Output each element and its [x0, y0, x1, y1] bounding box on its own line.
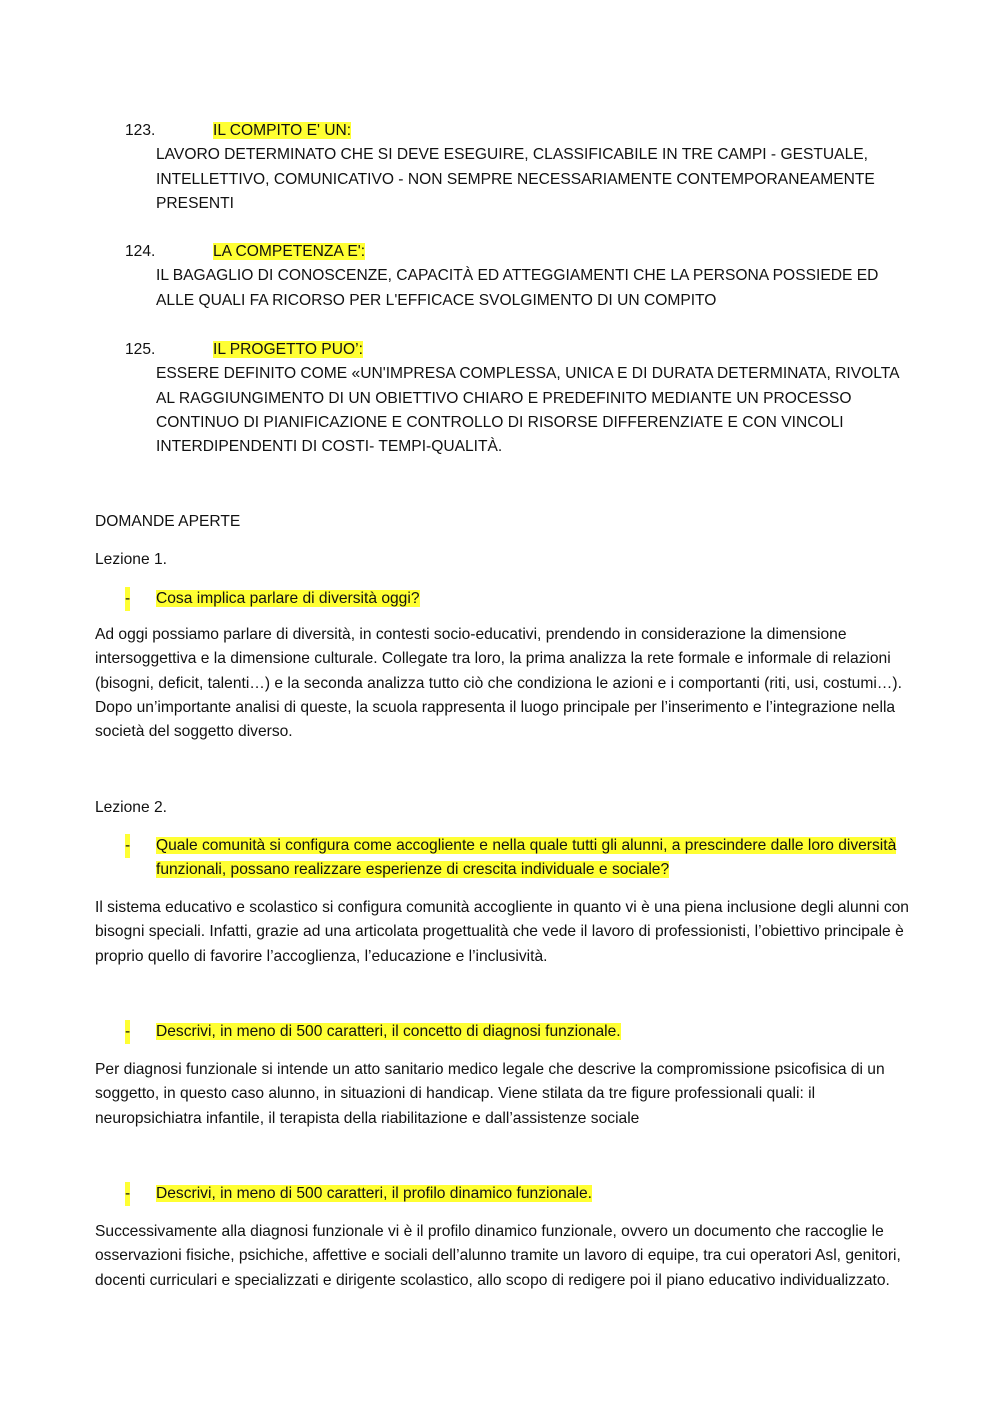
open-question [125, 587, 915, 611]
question-number: 123. [125, 122, 156, 139]
question-text: Descrivi, in meno di 500 caratteri, il concetto di diagnosi funzionale. [156, 1023, 621, 1040]
bullet-dash: - [125, 1182, 130, 1206]
lesson-label: Lezione 1. [95, 551, 167, 568]
open-question [125, 1182, 915, 1206]
open-question [125, 1020, 915, 1044]
answer-text: IL BAGAGLIO DI CONOSCENZE, CAPACITÀ ED ATTEGGIAMENTI CHE LA PERSONA POSSIEDE ED ALLE QUALI FA RICORSO PER L'EFFICACE SVOLGIMENTO DI UN COMPITO [156, 267, 879, 309]
answer-text: ESSERE DEFINITO COME «UN'IMPRESA COMPLESSA, UNICA E DI DURATA DETERMINATA, RIVOLTA AL RAGGIUNGIMENTO DI UN OBIETTIVO CHIARO E PREDEFINITO MEDIANTE UN PROCESSO CONTINUO DI PIANIFICAZIONE E CONTROLLO DI RISORSE DIFFERENZIATE E CON VINCOLI INTERDIPENDENTI DI COSTI- TEMPI-QUALITÀ. [156, 365, 899, 456]
bullet-dash: - [125, 587, 130, 611]
question-number: 124. [125, 243, 156, 260]
answer-paragraph: Il sistema educativo e scolastico si configura comunità accogliente in quanto vi è una piena inclusione degli alunni con bisogni speciali. Infatti, grazie ad una articolata progettualità che vede il lavoro di professionisti, l’obiettivo principale è proprio quello di favorire l’accoglienza, l’educazione e l’inclusività. [95, 899, 909, 965]
question-text: LA COMPETENZA E': [213, 243, 366, 260]
answer-paragraph: Ad oggi possiamo parlare di diversità, in contesti socio-educativi, prendendo in considerazione la dimensione intersoggettiva e la dimensione culturale. Collegate tra loro, la prima analizza la rete formale e informale di relazioni (bisogni, deficit, talenti…) e la seconda analizza tutto ciò che condiziona le azioni e i comportanti (riti, usi, costumi…). Dopo un’importante analisi di queste, la scuola rappresenta il luogo principale per l’inserimento e l’integrazione nella società del soggetto diverso. [95, 626, 902, 741]
answer-text: LAVORO DETERMINATO CHE SI DEVE ESEGUIRE, CLASSIFICABILE IN TRE CAMPI - GESTUALE, INTELLETTIVO, COMUNICATIVO - NON SEMPRE NECESSARIAMENTE CONTEMPORANEAMENTE PRESENTI [156, 146, 875, 212]
section-title: DOMANDE APERTE [95, 513, 241, 530]
closed-question-124 [125, 240, 915, 313]
question-number: 125. [125, 341, 156, 358]
answer-paragraph: Successivamente alla diagnosi funzionale vi è il profilo dinamico funzionale, ovvero un documento che raccoglie le osservazioni fisiche, psichiche, affettive e sociali dell’alunno tramite un lavoro di equipe, tra cui operatori Asl, genitori, docenti curriculari e specializzati e dirigente scolastico, allo scopo di redigere poi il piano educativo individualizzato. [95, 1223, 901, 1289]
question-text: Descrivi, in meno di 500 caratteri, il profilo dinamico funzionale. [156, 1185, 592, 1202]
question-text: Quale comunità si configura come accogliente e nella quale tutti gli alunni, a prescindere dalle loro diversità funzionali, possano realizzare esperienze di crescita individuale e sociale? [156, 837, 897, 879]
open-question [125, 834, 915, 883]
answer-paragraph: Per diagnosi funzionale si intende un atto sanitario medico legale che descrive la compromissione psicofisica di un soggetto, in questo caso alunno, in situazioni di handicap. Viene stilata da tre figure professionali quali: il neuropsichiatra infantile, il terapista della riabilitazione e dall’assistenze sociale [95, 1061, 885, 1127]
question-text: IL COMPITO E' UN: [213, 122, 352, 139]
question-text: Cosa implica parlare di diversità oggi? [156, 590, 420, 607]
question-text: IL PROGETTO PUO’: [213, 341, 363, 358]
closed-question-125 [125, 338, 915, 459]
bullet-dash: - [125, 1020, 130, 1044]
lesson-label: Lezione 2. [95, 799, 167, 816]
bullet-dash: - [125, 834, 130, 858]
closed-question-123 [125, 119, 915, 216]
